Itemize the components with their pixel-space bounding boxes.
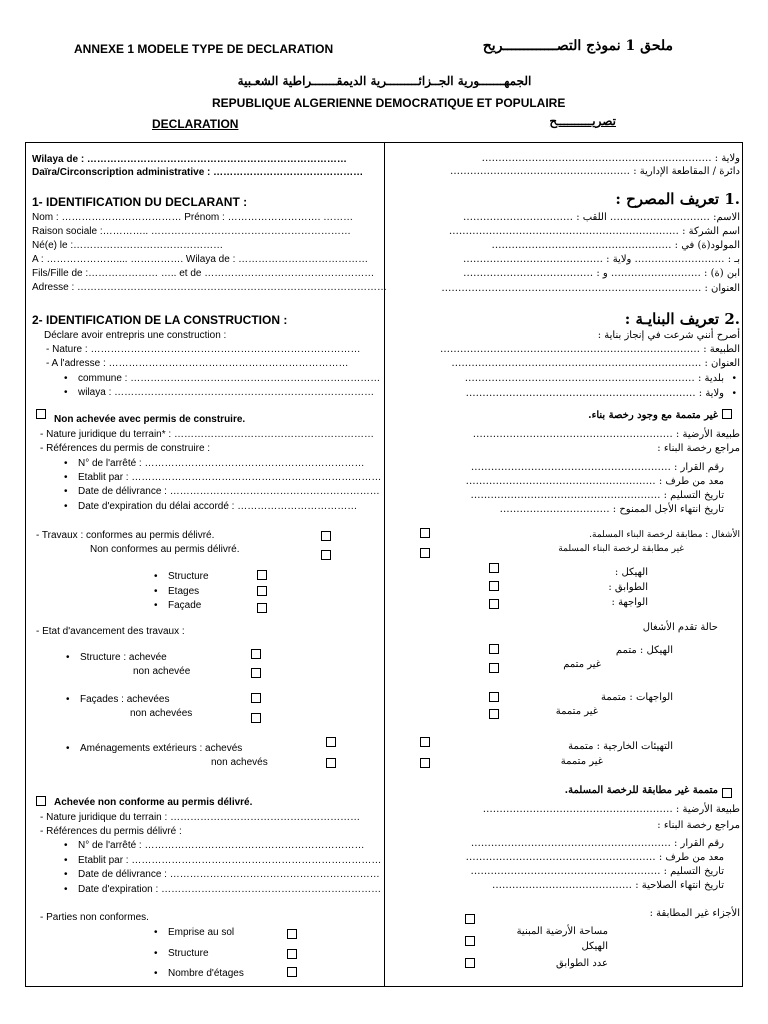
etabli-par-field-ar[interactable]: معد من طرف : ………………………………………………… [465,476,724,487]
achevee-non-conforme-label: Achevée non conforme au permis délivré. [54,797,253,808]
nombre-etages-label-ar: عدد الطوابق [556,958,608,969]
facades-non-achevees-label: non achevées [130,708,193,719]
facades-non-achevees-checkbox-ar[interactable] [489,709,499,719]
facade-label: • Façade [168,600,201,611]
section-1-title: 1- IDENTIFICATION DU DECLARANT : [32,195,248,209]
date-naissance-field-ar[interactable]: المولود(ة) في : ……………………………………………… [491,240,740,251]
travaux-conformes-label-ar: الأشغال : مطابقة لرخصة البناء المسلمة. [589,530,740,540]
travaux-conformes-label: - Travaux : conformes au permis délivré. [36,530,215,541]
etages-label: • Etages [168,586,199,597]
annexe-title-ar: ملحق 1 نموذج التصـــــــــــــريح [482,38,673,54]
declare-text-ar: أصرح أنني شرعت في إنجاز بناية : [597,330,740,341]
references-permis-label-ar: مراجع رخصة البناء : [657,443,740,454]
amenagements-non-acheves-checkbox-ar[interactable] [420,758,430,768]
wilaya-construction-field[interactable]: • wilaya : …………………………………………………………………… [78,387,374,398]
numero-arrete-2-field-ar[interactable]: رقم القرار : …………………………………………………… [470,838,724,849]
emprise-sol-label: • Emprise au sol [168,927,234,938]
references-permis-2-label: - Références du permis délivré : [40,826,182,837]
parties-non-conformes-label-ar: الأجزاء غير المطابقة : [649,908,740,919]
annexe-title-fr: ANNEXE 1 MODELE TYPE DE DECLARATION [74,42,334,56]
amenagements-acheves-label-ar: التهيئات الخارجية : متممة [568,741,673,752]
nombre-etages-checkbox[interactable] [287,967,297,977]
numero-arrete-field-ar[interactable]: رقم القرار : …………………………………………………… [470,462,724,473]
structure-non-achevee-label: non achevée [133,666,191,677]
nombre-etages-label: • Nombre d'étages [168,968,244,979]
emprise-sol-checkbox[interactable] [287,929,297,939]
raison-sociale-field-ar[interactable]: اسم الشركة : …………………………………………………………… [448,226,740,237]
date-delivrance-field-ar[interactable]: تاريخ التسليم : ………………………………………………… [470,490,724,501]
nombre-etages-checkbox-ar[interactable] [465,958,475,968]
amenagements-acheves-label: • Aménagements extérieurs : achevés [80,743,242,754]
structure-achevee-checkbox-ar[interactable] [489,644,499,654]
declare-text: Déclare avoir entrepris une construction : [44,330,227,341]
emprise-sol-checkbox-ar[interactable] [465,914,475,924]
numero-arrete-2-field[interactable]: • N° de l'arrêté : ………………………………………………………… [78,840,365,851]
structure-2-checkbox-ar[interactable] [465,936,475,946]
travaux-non-conformes-checkbox[interactable] [321,550,331,560]
nature-juridique-2-field-ar[interactable]: طبيعة الأرضية : ………………………………………………… [482,804,740,815]
section-2-title: 2- IDENTIFICATION DE LA CONSTRUCTION : [32,313,288,327]
section-1-title-ar: .1 تعريف المصرح : [615,190,740,208]
travaux-non-conformes-label-ar: غير مطابقة لرخصة البناء المسلمة [558,544,684,554]
republic-title-ar: الجمهـــــــورية الجــزائـــــــــرية الديمقـــــــراطية الشعـبية [237,74,532,88]
facades-achevees-label: • Façades : achevées [80,694,170,705]
non-achevee-label: Non achevée avec permis de construire. [54,414,246,425]
nom-prenom-field-ar[interactable]: الاسم: ………………………… اللقب : …………………………… [463,212,740,223]
achevee-non-conforme-checkbox[interactable] [36,796,46,806]
adresse-construction-field-ar[interactable]: العنوان : ………………………………………………………………… [451,358,740,369]
structure-2-label: • Structure [168,948,209,959]
structure-non-achevee-checkbox[interactable] [251,668,261,678]
structure-achevee-label: • Structure : achevée [80,652,167,663]
amenagements-non-acheves-label-ar: غير متممة [560,756,603,767]
etages-checkbox-ar[interactable] [489,581,499,591]
date-expiration-2-field[interactable]: • Date d'expiration : ………………………………………………………… [78,884,381,895]
parties-non-conformes-label: - Parties non conformes. [40,912,149,923]
bullet-icon: • [732,388,736,399]
facades-achevees-label-ar: الواجهات : متممة [600,692,673,703]
daira-field-ar[interactable]: دائرة / المقاطعة الإدارية : ……………………………………………… [450,166,740,177]
structure-checkbox-ar[interactable] [489,563,499,573]
etabli-par-2-field[interactable]: • Etablit par : ………………………………………………………………… [78,855,381,866]
wilaya-field-ar[interactable]: ولاية : …………………………………………………………… [481,153,740,164]
daira-field[interactable]: Daïra/Circonscription administrative : ……………………………………… [32,167,364,178]
non-achevee-checkbox[interactable] [36,409,46,419]
date-naissance-field[interactable]: Né(e) le :……………………………………… [32,240,224,251]
nature-juridique-field-ar[interactable]: طبيعة الأرضية : …………………………………………………… [472,429,740,440]
date-expiration-delai-field[interactable]: • Date d'expiration du délai accordé : ……………………………… [78,501,357,512]
travaux-conformes-checkbox-ar[interactable] [420,528,430,538]
amenagements-non-acheves-checkbox[interactable] [326,758,336,768]
wilaya-field[interactable]: Wilaya de : …………………………………………………………………… [32,154,347,165]
baladia-field-ar[interactable]: بلدية : …………………………………………………………… [464,373,724,384]
facades-non-achevees-checkbox[interactable] [251,713,261,723]
structure-achevee-label-ar: الهيكل : متمم [615,645,673,656]
etat-avancement-label-ar: حالة تقدم الأشغال [642,622,718,633]
structure-label-ar: الهيكل : [614,567,648,578]
adresse-field[interactable]: Adresse : ………………………………………………………………………………… [32,282,388,293]
bullet-icon: • [732,373,736,384]
structure-label: • Structure [168,571,209,582]
nature-field[interactable]: - Nature : ……………………………………………………………………… [46,344,361,355]
non-achevee-label-ar: غير متممة مع وجود رخصة بناء. [588,410,718,421]
filiation-field-ar[interactable]: ابن (ة) : ……………………… و : ………………………………… [463,268,740,279]
facade-checkbox[interactable] [257,603,267,613]
date-delivrance-2-field[interactable]: • Date de délivrance : ……………………………………………………… [78,869,380,880]
filiation-field[interactable]: Fils/Fille de :………………… ….. et de …………………………………………… [32,268,375,279]
etages-label-ar: الطوابق : [608,582,648,593]
structure-2-checkbox[interactable] [287,949,297,959]
section-2-title-ar: .2 تعريف البنايـة : [624,310,740,328]
non-achevee-checkbox-ar[interactable] [722,409,732,419]
date-expiration-2-field-ar[interactable]: تاريخ انتهاء الصلاحية : …………………………………… [492,880,724,891]
travaux-non-conformes-label: Non conformes au permis délivré. [90,544,240,555]
structure-non-achevee-checkbox-ar[interactable] [489,663,499,673]
travaux-non-conformes-checkbox-ar[interactable] [420,548,430,558]
lieu-naissance-field[interactable]: A : ………………….... ……………. Wilaya de : ………………………………… [32,254,369,265]
facade-checkbox-ar[interactable] [489,599,499,609]
nature-field-ar[interactable]: الطبيعة : …………………………………………………………………… [440,344,740,355]
references-permis-label: - Références du permis de construire : [40,443,211,454]
declaration-title-ar: تصريــــــــــح [549,114,616,128]
etabli-par-field[interactable]: • Etablit par : ………………………………………………………………… [78,472,381,483]
commune-field[interactable]: • commune : ………………………………………………………………… [78,373,380,384]
etat-avancement-label: - Etat d'avancement des travaux : [36,626,185,637]
date-delivrance-2-field-ar[interactable]: تاريخ التسليم : ………………………………………………… [470,866,724,877]
achevee-non-conforme-checkbox-ar[interactable] [722,788,732,798]
column-divider [384,142,385,987]
nature-juridique-2-field[interactable]: - Nature juridique du terrain : ………………………………………………… [40,812,361,823]
facades-non-achevees-label-ar: غير متممة [555,706,598,717]
amenagements-acheves-checkbox-ar[interactable] [420,737,430,747]
republic-title-fr: REPUBLIQUE ALGERIENNE DEMOCRATIQUE ET POPULAIRE [212,96,566,110]
achevee-non-conforme-label-ar: متممة غير مطابقة للرخصة المسلمة. [564,785,718,796]
references-permis-2-label-ar: مراجع رخصة البناء : [657,820,740,831]
travaux-conformes-checkbox[interactable] [321,531,331,541]
emprise-sol-label-ar: مساحة الأرضية المبنية [516,926,608,937]
lieu-naissance-field-ar[interactable]: بـ : ……………………… ولاية : …………………………………… [462,254,740,265]
date-expiration-delai-field-ar[interactable]: تاريخ انتهاء الأجل الممنوح : …………………………… [499,504,724,515]
date-delivrance-field[interactable]: • Date de délivrance : ……………………………………………………… [78,486,380,497]
nom-prenom-field[interactable]: Nom : ……………………………… Prénom : ………………………. ……… [32,212,354,223]
amenagements-acheves-checkbox[interactable] [326,737,336,747]
etabli-par-2-field-ar[interactable]: معد من طرف : ………………………………………………… [465,852,724,863]
numero-arrete-field[interactable]: • N° de l'arrêté : ………………………………………………………… [78,458,365,469]
raison-sociale-field[interactable]: Raison sociale :………….. …………………………………………………… [32,226,351,237]
structure-achevee-checkbox[interactable] [251,649,261,659]
declaration-title-fr: DECLARATION [152,117,239,131]
structure-checkbox[interactable] [257,570,267,580]
facade-label-ar: الواجهة : [611,597,648,608]
amenagements-non-acheves-label: non achevés [211,757,268,768]
facades-achevees-checkbox[interactable] [251,693,261,703]
facades-achevees-checkbox-ar[interactable] [489,692,499,702]
wilaya-construction-field-ar[interactable]: ولاية : …………………………………………………………… [465,388,724,399]
structure-non-achevee-label-ar: غير متمم [563,659,601,670]
etages-checkbox[interactable] [257,586,267,596]
nature-juridique-field[interactable]: - Nature juridique du terrain* : …………………………………………………… [40,429,374,440]
adresse-field-ar[interactable]: العنوان : …………………………………………………………………… [441,283,740,294]
structure-2-label-ar: الهيكل [581,941,608,952]
adresse-construction-field[interactable]: - A l'adresse : ……………………………………………………………… [46,358,349,369]
